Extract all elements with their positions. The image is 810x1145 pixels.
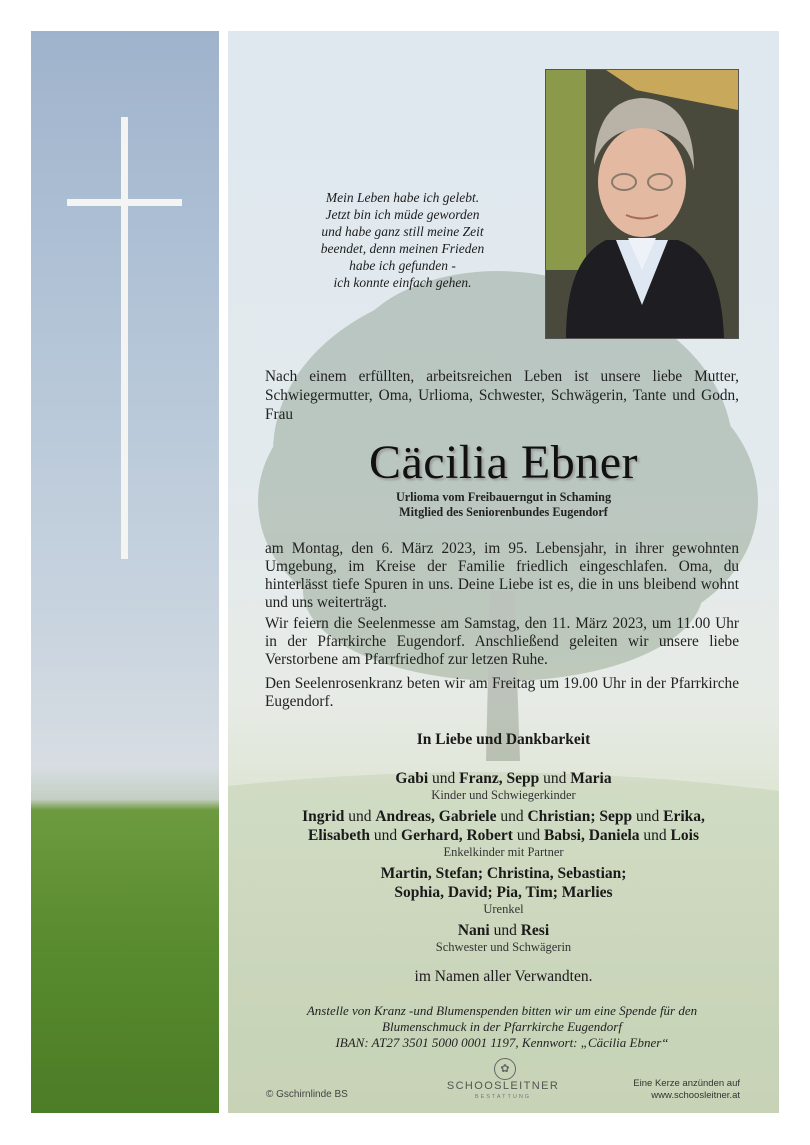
candle-link[interactable] xyxy=(606,1078,740,1102)
siblings-names: Nani und Resi xyxy=(457,922,550,939)
cross-icon-bar xyxy=(67,199,182,206)
other-relatives: im Namen aller Verwandten. xyxy=(414,968,593,985)
poem-line: habe ich gefunden - xyxy=(349,258,456,273)
children-relation: Kinder und Schwiegerkinder xyxy=(431,788,576,802)
funeral-mass-paragraph: Wir feiern die Seelenmesse am Samstag, den 11. März 2023, um 11.00 Uhr in der Pfarrkirche Eugendorf. Anschließend geleiten wir unsere liebe Verstorbene am Pfarrfriedhof zur letzen Ruhe. xyxy=(265,615,739,668)
poem-line: Mein Leben habe ich gelebt. xyxy=(325,190,480,205)
portrait-photo xyxy=(545,69,739,339)
poem xyxy=(270,189,535,291)
poem-line: ich konnte einfach gehen. xyxy=(333,275,472,290)
death-notice-paragraph: am Montag, den 6. März 2023, im 95. Lebensjahr, in ihrer gewohnten Umgebung, im Kreise der Familie friedlich eingeschlafen. Oma, du hinterlässt tiefe Spuren in uns. Deine Liebe ist es, die in uns bleibend wohnt und uns weiterträgt. xyxy=(265,540,739,611)
children-names: Gabi und Franz, Sepp und Maria xyxy=(395,770,612,787)
candle-url[interactable]: www.schoosleitner.at xyxy=(651,1090,740,1101)
deceased-subtitle-2: Mitglied des Seniorenbundes Eugendorf xyxy=(399,505,608,519)
donation-line-1: Anstelle von Kranz -und Blumenspenden bitten wir um eine Spende für den xyxy=(306,1003,698,1018)
funeral-home-logo-sub: BESTATTUNG xyxy=(474,1094,532,1100)
rosary-paragraph: Den Seelenrosenkranz beten wir am Freitag um 19.00 Uhr in der Pfarrkirche Eugendorf. xyxy=(265,675,739,710)
great-grandchildren-relation: Urenkel xyxy=(483,902,524,916)
poem-line: beendet, denn meinen Frieden xyxy=(320,241,485,256)
cross-icon xyxy=(121,117,128,559)
rose-icon: ✿ xyxy=(494,1058,516,1080)
deceased-name: Cäcilia Ebner xyxy=(368,436,639,489)
candle-text: Eine Kerze anzünden auf xyxy=(633,1078,740,1089)
grandchildren-relation: Enkelkinder mit Partner xyxy=(443,845,564,859)
poem-line: und habe ganz still meine Zeit xyxy=(321,224,484,239)
great-grandchildren-names-2: Sophia, David; Pia, Tim; Marlies xyxy=(394,884,613,901)
poem-line: Jetzt bin ich müde geworden xyxy=(325,207,480,222)
donation-line-2: Blumenschmuck in der Pfarrkirche Eugendorf xyxy=(382,1019,622,1034)
donation-iban: IBAN: AT27 3501 5000 0001 1197, Kennwort: „Cäcilia Ebner“ xyxy=(335,1035,669,1050)
grandchildren-names-2: Elisabeth und Gerhard, Robert und Babsi, Daniela und Lois xyxy=(308,827,699,844)
deceased-subtitle-1: Urlioma vom Freibauerngut in Schaming xyxy=(395,490,612,504)
grandchildren-names-1: Ingrid und Andreas, Gabriele und Christian; Sepp und Erika, xyxy=(302,808,705,825)
intro-text: Nach einem erfüllten, arbeitsreichen Leben ist unsere liebe Mutter, Schwiegermutter, Oma, Urlioma, Schwester, Schwägerin, Tante und Godn, Frau xyxy=(265,368,739,423)
portrait-image xyxy=(546,70,738,338)
mourners-heading: In Liebe und Dankbarkeit xyxy=(416,731,591,748)
funeral-home-logo: SCHOOSLEITNER xyxy=(446,1080,560,1092)
great-grandchildren-names-1: Martin, Stefan; Christina, Sebastian; xyxy=(380,865,627,882)
siblings-relation: Schwester und Schwägerin xyxy=(435,940,572,954)
photo-credit: © Gschirnlinde BS xyxy=(266,1089,348,1100)
